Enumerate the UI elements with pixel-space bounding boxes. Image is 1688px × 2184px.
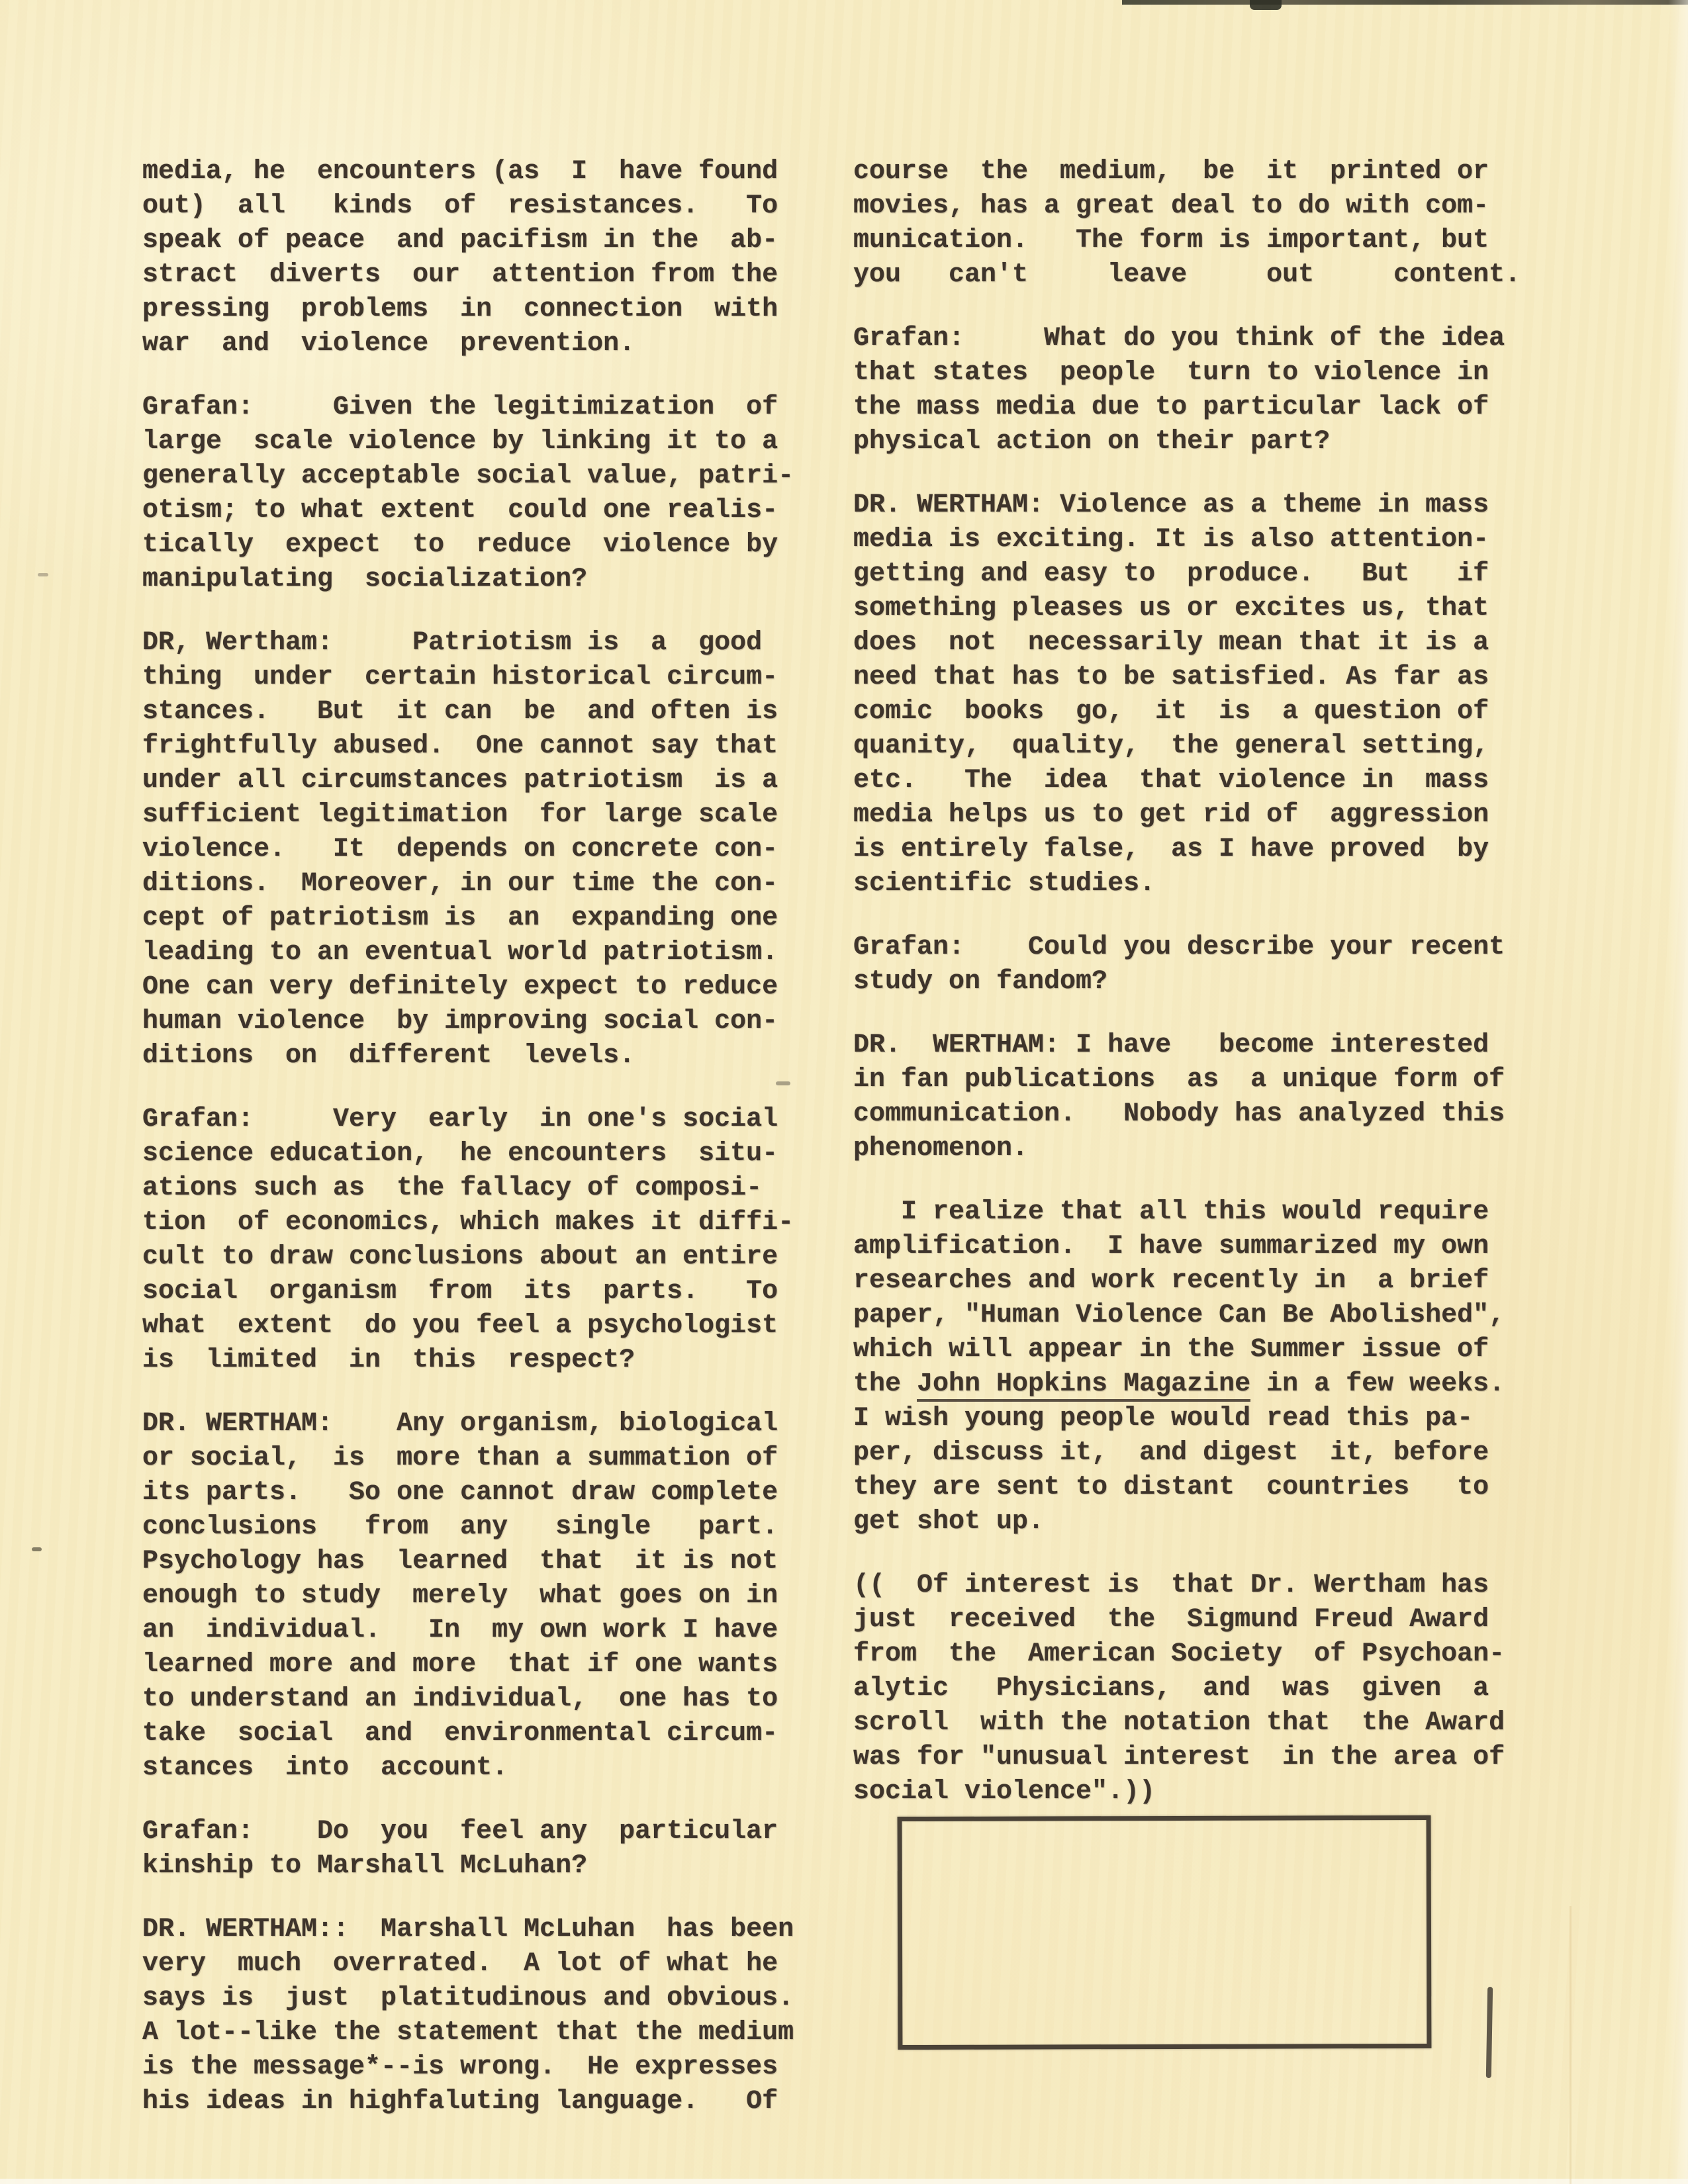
typed-line: from the American Society of Psychoan- (853, 1639, 1505, 1669)
typed-line: I realize that all this would require (853, 1197, 1489, 1227)
paragraph-wertham-paper (853, 1195, 1543, 1539)
typed-line: DR. WERTHAM: Violence as a theme in mass (853, 490, 1489, 520)
typed-line: what extent do you feel a psychologist (142, 1311, 778, 1341)
typed-line: does not necessarily mean that it is a (853, 628, 1489, 658)
paragraph-editor-note-freud-award (853, 1569, 1543, 1809)
paragraph-grafan-question-violence (853, 322, 1543, 459)
paragraph-grafan-question-psychologist (142, 1103, 812, 1378)
typed-line: is limited in this respect? (142, 1345, 635, 1375)
ink-streak-artifact (1486, 1987, 1493, 2078)
typed-line: in fan publications as a unique form of (853, 1065, 1505, 1095)
paragraph-grafan-question-patriotism (142, 390, 812, 597)
paragraph-wertham-answer-patriotism (142, 626, 812, 1073)
typed-line: need that has to be satisfied. As far as (853, 662, 1489, 692)
typed-line: (( Of interest is that Dr. Wertham has (853, 1570, 1489, 1600)
typed-line: his ideas in highfaluting language. Of (142, 2087, 778, 2116)
typed-line: out) all kinds of resistances. To (142, 191, 778, 221)
typed-line: ditions. Moreover, in our time the con- (142, 869, 778, 899)
typed-line: communication. Nobody has analyzed this (853, 1099, 1505, 1129)
empty-illustration-box (898, 1815, 1432, 2050)
typed-line: getting and easy to produce. But if (853, 559, 1489, 589)
typed-line: alytic Physicians, and was given a (853, 1674, 1489, 1704)
paragraph-wertham-answer-mcluhan (142, 1913, 812, 2119)
typed-line: media, he encounters (as I have found (142, 157, 778, 187)
typed-line: DR. WERTHAM: Any organism, biological (142, 1409, 778, 1439)
typed-line: Grafan: Very early in one's social (142, 1105, 778, 1134)
typed-line: thing under certain historical circum- (142, 662, 778, 692)
typed-line: speak of peace and pacifism in the ab- (142, 226, 778, 255)
typed-line: researches and work recently in a brief (853, 1266, 1489, 1296)
typed-line: stances. But it can be and often is (142, 697, 778, 727)
paragraph-grafan-question-fandom (853, 931, 1543, 999)
typed-line: per, discuss it, and digest it, before (853, 1438, 1489, 1468)
typed-line: DR. WERTHAM:: Marshall McLuhan has been (142, 1915, 794, 1944)
typed-line: scroll with the notation that the Award (853, 1708, 1505, 1738)
typed-line: paper, "Human Violence Can Be Abolished", (853, 1300, 1505, 1330)
typed-line: human violence by improving social con- (142, 1007, 778, 1036)
typed-line: tically expect to reduce violence by (142, 530, 778, 560)
typed-line: Grafan: Given the legitimization of (142, 392, 778, 422)
typed-line: an individual. In my own work I have (142, 1615, 778, 1645)
typed-line: social violence".)) (853, 1777, 1156, 1807)
typed-line: One can very definitely expect to reduce (142, 972, 778, 1002)
typed-line: leading to an eventual world patriotism. (142, 938, 778, 968)
typed-line: generally acceptable social value, patri- (142, 461, 794, 491)
margin-mark-artifact (38, 573, 48, 576)
paragraph-wertham-answer-organism (142, 1407, 812, 1786)
typed-line: pressing problems in connection with (142, 295, 778, 324)
typed-line: frightfully abused. One cannot say that (142, 731, 778, 761)
typed-line: quanity, quality, the general setting, (853, 731, 1489, 761)
typed-line: under all circumstances patriotism is a (142, 766, 778, 796)
typed-line: tion of economics, which makes it diffi- (142, 1208, 794, 1238)
typed-line: which will appear in the Summer issue of (853, 1335, 1489, 1365)
typed-line: to understand an individual, one has to (142, 1684, 778, 1714)
typed-line: DR. WERTHAM: I have become interested (853, 1030, 1489, 1060)
typed-line: its parts. So one cannot draw complete (142, 1478, 778, 1508)
typed-line: sufficient legitimation for large scale (142, 800, 778, 830)
typed-line: amplification. I have summarized my own (853, 1232, 1489, 1261)
scan-edge-bottom-artifact (0, 2179, 1688, 2184)
typed-line: conclusions from any single part. (142, 1512, 778, 1542)
typed-line: I wish young people would read this pa- (853, 1404, 1474, 1433)
typed-line: munication. The form is important, but (853, 226, 1489, 255)
typed-line: was for "unusual interest in the area of (853, 1743, 1505, 1772)
typed-line: media helps us to get rid of aggression (853, 800, 1489, 830)
typed-line: cult to draw conclusions about an entire (142, 1242, 778, 1272)
typed-line: just received the Sigmund Freud Award (853, 1605, 1489, 1635)
typed-line: something pleases us or excites us, that (853, 594, 1489, 623)
scan-edge-top-artifact (1122, 0, 1688, 5)
typed-line: war and violence prevention. (142, 329, 635, 359)
typed-line: learned more and more that if one wants (142, 1650, 778, 1680)
paragraph-wertham-medium-continued (853, 155, 1543, 293)
typed-line: scientific studies. (853, 869, 1156, 899)
typed-line: phenomenon. (853, 1134, 1029, 1163)
typed-line: course the medium, be it printed or (853, 157, 1489, 187)
typed-line: stances into account. (142, 1753, 508, 1783)
typed-line: A lot--like the statement that the medium (142, 2018, 794, 2048)
typed-line: you can't leave out content. (853, 260, 1521, 290)
underlined-magazine-title: John Hopkins Magazine (917, 1369, 1250, 1402)
paragraph-wertham-answer-fandom (853, 1028, 1543, 1166)
typed-line: manipulating socialization? (142, 565, 588, 594)
typed-line: says is just platitudinous and obvious. (142, 1983, 794, 2013)
scan-edge-blob-artifact (1250, 0, 1282, 10)
typed-line: get shot up. (853, 1507, 1045, 1537)
typed-line: cept of patriotism is an expanding one (142, 903, 778, 933)
typed-line: study on fandom? (853, 967, 1108, 997)
typed-line: is entirely false, as I have proved by (853, 835, 1489, 864)
typed-line-with-underline (853, 1367, 1543, 1402)
paragraph-wertham-continued (142, 155, 812, 361)
paper-crease (1570, 1906, 1571, 2184)
scan-edge-right-artifact (1668, 0, 1688, 2184)
typed-line: take social and environmental circum- (142, 1719, 778, 1749)
typed-line: Grafan: What do you think of the idea (853, 324, 1505, 353)
typed-line: the mass media due to particular lack of (853, 392, 1489, 422)
typed-line: stract diverts our attention from the (142, 260, 778, 290)
typed-line: enough to study merely what goes on in (142, 1581, 778, 1611)
typed-line: movies, has a great deal to do with com- (853, 191, 1489, 221)
left-column (142, 155, 812, 2148)
typed-line: physical action on their part? (853, 427, 1331, 457)
typed-line: comic books go, it is a question of (853, 697, 1489, 727)
typed-line: otism; to what extent could one realis- (142, 496, 778, 525)
typed-line: ations such as the fallacy of composi- (142, 1173, 763, 1203)
typed-line: ditions on different levels. (142, 1041, 635, 1071)
typed-line: Psychology has learned that it is not (142, 1547, 778, 1576)
typed-line: Grafan: Do you feel any particular (142, 1817, 778, 1846)
paragraph-grafan-question-mcluhan (142, 1815, 812, 1884)
right-column (853, 155, 1543, 1839)
typed-line: science education, he encounters situ- (142, 1139, 778, 1169)
typed-line: large scale violence by linking it to a (142, 427, 778, 457)
typed-line: violence. It depends on concrete con- (142, 835, 778, 864)
typed-line: etc. The idea that violence in mass (853, 766, 1489, 796)
typed-line: they are sent to distant countries to (853, 1473, 1489, 1502)
typed-line: kinship to Marshall McLuhan? (142, 1851, 588, 1881)
typed-line: social organism from its parts. To (142, 1277, 778, 1306)
typed-line: Grafan: Could you describe your recent (853, 933, 1505, 962)
typed-line: or social, is more than a summation of (142, 1443, 778, 1473)
paragraph-wertham-answer-violence (853, 488, 1543, 901)
typed-line: is the message*--is wrong. He expresses (142, 2052, 778, 2082)
typed-line: DR, Wertham: Patriotism is a good (142, 628, 763, 658)
typed-line: media is exciting. It is also attention- (853, 525, 1489, 555)
typed-line: that states people turn to violence in (853, 358, 1489, 388)
line-text: the (853, 1369, 917, 1399)
margin-mark-artifact (32, 1547, 42, 1551)
typed-line: very much overrated. A lot of what he (142, 1949, 778, 1979)
line-text: in a few weeks. (1250, 1369, 1505, 1399)
